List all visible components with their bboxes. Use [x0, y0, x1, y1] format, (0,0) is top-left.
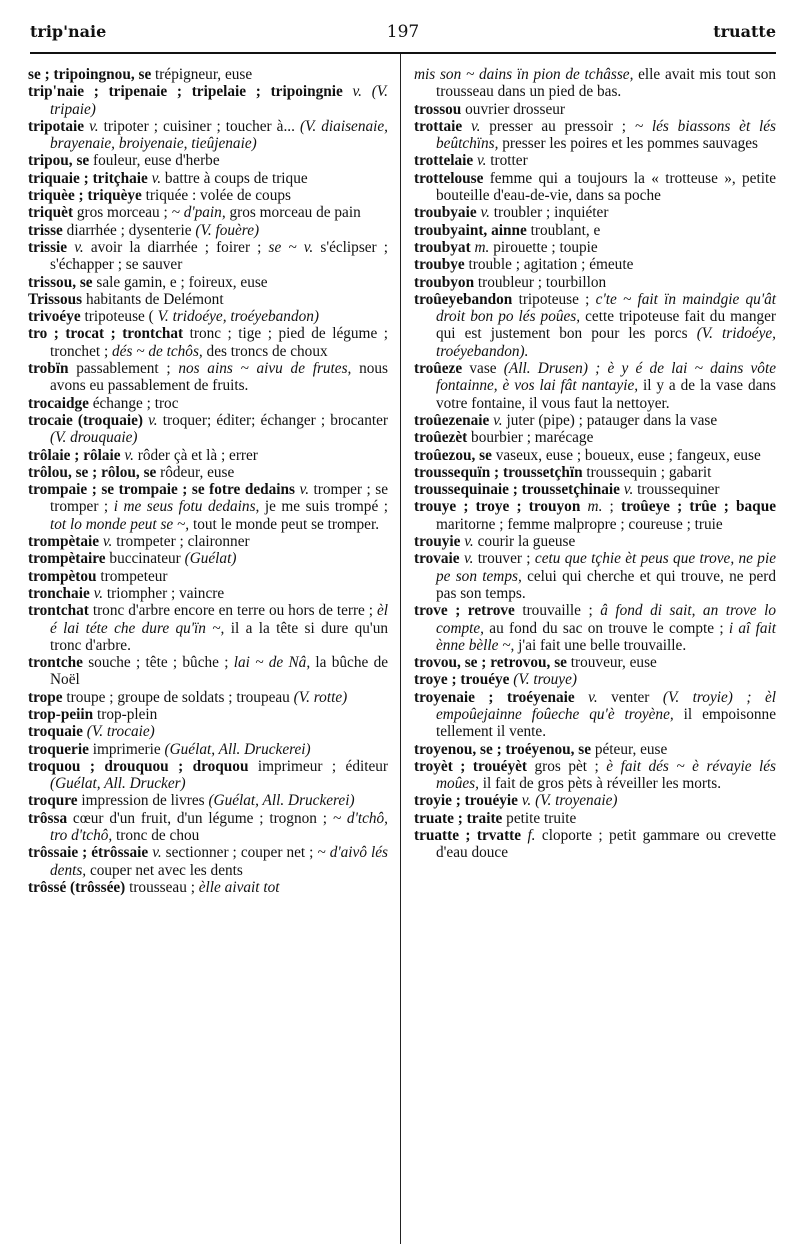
- definition-text: triquée : volée de coups: [141, 187, 291, 205]
- dictionary-entry: [28, 239, 388, 274]
- italic-text: v.: [299, 481, 310, 499]
- definition-text: [343, 83, 353, 100]
- headword: trouyie: [414, 533, 461, 551]
- dictionary-entry: [414, 689, 776, 741]
- dictionary-entry: [28, 447, 388, 464]
- dictionary-entry: [414, 256, 776, 273]
- definition-text: vase: [462, 360, 504, 378]
- italic-text: (Guélat, All. Drucker): [50, 775, 186, 793]
- dictionary-entry: [414, 671, 776, 688]
- dictionary-entry: [414, 412, 776, 429]
- headword: troquou ; drouquou ; droquou: [28, 757, 249, 775]
- italic-text: èl é lai téte che dure qu'ïn ~,: [50, 602, 388, 637]
- definition-text: troubler ; inquiéter: [489, 204, 609, 222]
- definition-text: courir la gueuse: [473, 533, 576, 551]
- dictionary-entry: [28, 395, 388, 412]
- dictionary-entry: [414, 758, 776, 793]
- definition-text: troussequin ; gabarit: [582, 463, 712, 481]
- definition-text: tronc ; tige ; pied de légume ; tronchet ;: [50, 325, 388, 360]
- dictionary-entry: [28, 170, 388, 187]
- page-number: 197: [386, 22, 420, 42]
- right-column: [414, 66, 776, 862]
- dictionary-entry: [414, 792, 776, 809]
- headword: Trissous: [28, 290, 83, 308]
- headword: trocaidge: [28, 394, 89, 412]
- definition-text: celui qui cherche et qui trouve, ne perd pas son temps.: [436, 567, 776, 602]
- definition-text: des troncs de choux: [202, 342, 328, 360]
- definition-text: tronc d'arbre encore en terre ou hors de terre ;: [88, 602, 377, 620]
- italic-text: v.: [463, 550, 474, 568]
- italic-text: lai ~ de Nâ,: [233, 654, 311, 672]
- left-column: [28, 66, 388, 896]
- dictionary-entry: [28, 844, 388, 879]
- headword: trompaie ; se trompaie ; se fotre dedains: [28, 481, 296, 499]
- definition-text: pirouette ; toupie: [489, 238, 598, 256]
- dictionary-entry: [28, 810, 388, 845]
- definition-text: bourbier ; marécage: [467, 429, 594, 447]
- italic-text: nos ains ~ aivu de frutes,: [178, 360, 352, 378]
- definition-text: tripoter ; cuisiner ; toucher à...: [98, 117, 300, 135]
- italic-text: v.: [74, 238, 84, 256]
- italic-text: (V. fouère): [195, 221, 260, 239]
- dictionary-entry: [414, 533, 776, 550]
- dictionary-entry: [28, 481, 388, 533]
- italic-text: ~ d'pain,: [171, 204, 226, 222]
- definition-text: il y a de la vase dans votre fontaine, il vous faut la nettoyer.: [436, 377, 777, 412]
- definition-text: troussequiner: [633, 481, 720, 499]
- dictionary-entry: [28, 83, 388, 118]
- headword: trompètou: [28, 567, 97, 585]
- headword: trip'naie ; tripenaie ; tripelaie ; tripoingnie: [28, 83, 343, 101]
- definition-text: impression de livres: [77, 792, 209, 810]
- definition-text: échange ; troc: [88, 394, 179, 412]
- definition-text: trop-plein: [93, 705, 158, 723]
- dictionary-entry: [414, 481, 776, 498]
- italic-text: f.: [527, 827, 536, 845]
- definition-text: tout le monde peut se tromper.: [189, 515, 380, 533]
- dictionary-entry: [28, 654, 388, 689]
- headword: truatte ; trvatte: [414, 827, 522, 845]
- italic-text: v.: [477, 152, 487, 170]
- definition-text: ouvrier drosseur: [461, 100, 565, 118]
- definition-text: trouble ; agitation ; émeute: [464, 256, 634, 274]
- italic-text: mis son ~ dains ïn pion de tchâsse,: [414, 66, 634, 83]
- italic-text: se ~ v.: [268, 238, 314, 256]
- headword: trontchat: [28, 602, 89, 620]
- definition-text: [580, 498, 587, 515]
- dictionary-entry: [414, 66, 776, 101]
- definition-text: passablement ;: [68, 360, 179, 378]
- italic-text: i aî fait ènne bèlle ~,: [436, 619, 776, 654]
- headword: troqure: [28, 792, 78, 810]
- italic-text: (V. trocaie): [86, 723, 155, 741]
- dictionary-entry: [28, 66, 388, 83]
- headword: trôlou, se ; rôlou, se: [28, 463, 157, 481]
- definition-text: rôdeur, euse: [156, 463, 235, 481]
- definition-text: gros morceau de pain: [225, 204, 361, 222]
- definition-text: troquer; éditer; échanger ; brocanter: [157, 411, 388, 429]
- definition-text: ;: [602, 498, 621, 516]
- headword: trocaie (troquaie): [28, 411, 144, 429]
- headword: trove ; retrove: [414, 602, 515, 620]
- headword: troyenaie ; troéyenaie: [414, 688, 575, 706]
- header-rule: [30, 52, 776, 54]
- headword: troûezèt: [414, 429, 468, 447]
- headword: troubyat: [414, 238, 471, 256]
- italic-text: ~ d'tchô, tro d'tchô,: [50, 809, 388, 845]
- dictionary-entry: [414, 274, 776, 291]
- definition-text: trépigneur, euse: [151, 66, 253, 83]
- headword: se ; tripoingnou, se: [28, 66, 152, 83]
- dictionary-entry: [414, 810, 776, 827]
- definition-text: il fait de gros pèts à réveiller les morts.: [478, 775, 722, 793]
- definition-text: gros morceau ;: [73, 204, 172, 222]
- italic-text: (Guélat, All. Druckerei): [208, 792, 355, 810]
- italic-text: c'te ~ fait ïn maindgie qu'ât droit bon po lés poûes,: [436, 290, 776, 326]
- italic-text: (V. rotte): [293, 688, 348, 706]
- italic-text: v.: [124, 446, 134, 464]
- dictionary-entry: [28, 568, 388, 585]
- headword: trottaie: [414, 117, 463, 135]
- italic-text: èlle aivait tot: [198, 878, 280, 896]
- definition-text: trousseau ;: [125, 878, 199, 896]
- dictionary-entry: [414, 170, 776, 205]
- headword: troubye: [414, 256, 465, 274]
- definition-text: au fond du sac on trouve le compte ;: [484, 619, 729, 637]
- definition-text: diarrhée ; dysenterie: [62, 221, 196, 239]
- dictionary-entry: [28, 412, 388, 447]
- italic-text: i me seus fotu dedains,: [113, 498, 260, 516]
- italic-text: V. tridoéye, troéyebandon): [157, 308, 319, 326]
- italic-text: v.: [588, 688, 598, 706]
- definition-text: [462, 118, 471, 135]
- dictionary-entry: [414, 429, 776, 446]
- dictionary-entry: [414, 152, 776, 169]
- headword: troubyaint, ainne: [414, 221, 527, 239]
- dictionary-entry: [28, 360, 388, 395]
- headword: truate ; traite: [414, 809, 503, 827]
- italic-text: v.: [151, 169, 162, 187]
- italic-text: tot lo monde peut se ~,: [50, 515, 190, 533]
- definition-text: vaseux, euse ; boueux, euse ; fangeux, euse: [491, 446, 761, 464]
- definition-text: troublant, e: [526, 221, 601, 239]
- dictionary-entry: [28, 291, 388, 308]
- definition-text: gros pèt ;: [526, 757, 607, 775]
- definition-text: trotter: [486, 152, 528, 170]
- italic-text: cetu que tçhie èt peus que trove, ne pie pe son temps,: [436, 550, 776, 585]
- italic-text: v.: [89, 117, 99, 135]
- headword: troquaie: [28, 723, 83, 741]
- italic-text: v.: [152, 844, 162, 862]
- dictionary-entry: [28, 152, 388, 169]
- italic-text: (Guélat, All. Druckerei): [164, 740, 311, 758]
- italic-text: v.: [102, 533, 113, 551]
- definition-text: trouver ;: [473, 550, 535, 568]
- dictionary-entry: [414, 447, 776, 464]
- dictionary-entry: [28, 602, 388, 654]
- headword: troûezou, se: [414, 446, 492, 464]
- headword: troubyaie: [414, 204, 477, 222]
- headword: troûezenaie: [414, 411, 490, 429]
- italic-text: dés ~ de tchôs,: [112, 342, 203, 360]
- dictionary-entry: [28, 723, 388, 740]
- header-last-entry: truatte: [713, 22, 776, 41]
- header-first-entry: trip'naie: [30, 22, 107, 41]
- headword: trissie: [28, 238, 68, 256]
- headword: trisse: [28, 221, 63, 239]
- headword: trovou, se ; retrovou, se: [414, 654, 567, 672]
- dictionary-entry: [28, 758, 388, 793]
- definition-text: je me suis trompé ;: [259, 498, 388, 516]
- definition-text: trouvaille ;: [514, 602, 601, 620]
- italic-text: v.: [480, 204, 490, 222]
- definition-text: juter (pipe) ; patauger dans la vase: [502, 411, 718, 429]
- page-header: [30, 22, 776, 50]
- italic-text: (V. trouye): [513, 671, 577, 689]
- definition-text: nous avons eu passablement de fruits.: [50, 360, 388, 395]
- headword: troyenou, se ; troéyenou, se: [414, 740, 592, 758]
- definition-text: imprimerie: [88, 740, 165, 758]
- headword: tronchaie: [28, 584, 90, 602]
- headword: trovaie: [414, 550, 460, 568]
- italic-text: v.: [470, 117, 481, 135]
- italic-text: ~ d'aivô lés dents,: [50, 844, 388, 879]
- dictionary-entry: [28, 222, 388, 239]
- dictionary-entry: [414, 741, 776, 758]
- definition-text: habitants de Delémont: [82, 290, 224, 308]
- dictionary-entry: [28, 741, 388, 758]
- dictionary-entry: [28, 464, 388, 481]
- dictionary-entry: [28, 879, 388, 896]
- italic-text: m.: [474, 238, 490, 256]
- headword: troûeze: [414, 360, 463, 378]
- definition-text: il empoisonne tellement il vente.: [436, 705, 776, 741]
- italic-text: m.: [587, 498, 603, 516]
- definition-text: sale gamin, e ; foireux, euse: [92, 273, 268, 291]
- definition-text: tronc de chou: [112, 827, 200, 845]
- italic-text: â fond di sait, an trove lo compte,: [436, 602, 777, 637]
- dictionary-entry: [414, 239, 776, 256]
- definition-text: tromper ; se tromper ;: [50, 481, 389, 516]
- definition-text: avoir la diarrhée ; foirer ;: [83, 238, 269, 256]
- definition-text: trouveur, euse: [566, 654, 657, 672]
- italic-text: v.: [148, 411, 158, 429]
- headword: trivoéye: [28, 308, 81, 326]
- dictionary-entry: [414, 222, 776, 239]
- headword: trôssa: [28, 809, 68, 827]
- definition-text: [575, 689, 589, 706]
- headword: trobïn: [28, 360, 69, 378]
- definition-text: troupe ; groupe de soldats ; troupeau: [62, 688, 294, 706]
- italic-text: v. (V. troyenaie): [521, 792, 618, 810]
- headword: troyèt ; trouéyèt: [414, 757, 527, 775]
- dictionary-entry: [28, 204, 388, 221]
- italic-text: (All. Drusen) ; è y é de lai ~ dains vôte fontainne, è vos lai fât nantayie,: [436, 360, 776, 395]
- dictionary-entry: [28, 689, 388, 706]
- dictionary-entry: [414, 498, 776, 533]
- headword: trompètaie: [28, 533, 100, 551]
- italic-text: (Guélat): [184, 550, 237, 568]
- dictionary-entry: [28, 118, 388, 153]
- definition-text: cœur d'un fruit, d'un légume ; trognon ;: [67, 809, 333, 827]
- definition-text: cette tripoteuse fait du manger qui est justement bon pour les porcs: [436, 308, 776, 343]
- definition-text: presser les poires et les pommes sauvages: [498, 135, 759, 153]
- headword: triquaie ; tritçhaie: [28, 169, 148, 187]
- definition-text: souche ; tête ; bûche ;: [82, 654, 234, 672]
- italic-text: v.: [623, 481, 634, 499]
- headword: trôssaie ; étrôssaie: [28, 844, 149, 862]
- dictionary-entry: [414, 464, 776, 481]
- italic-text: v.: [464, 533, 474, 551]
- dictionary-entry: [28, 325, 388, 360]
- headword: trissou, se: [28, 273, 93, 291]
- headword: troye ; trouéye: [414, 671, 510, 689]
- dictionary-entry: [28, 533, 388, 550]
- definition-text: battre à coups de trique: [161, 169, 308, 187]
- definition-text: trompeteur: [96, 567, 168, 585]
- headword: triquèt: [28, 204, 74, 222]
- definition-text: la bûche de Noël: [50, 654, 389, 689]
- definition-text: j'ai fait une belle trouvaille.: [514, 636, 687, 654]
- dictionary-entry: [28, 550, 388, 567]
- headword: trouye ; troye ; trouyon: [414, 498, 581, 516]
- dictionary-entry: [414, 291, 776, 360]
- dictionary-entry: [28, 706, 388, 723]
- headword: troubyon: [414, 273, 475, 291]
- dictionary-entry: [414, 118, 776, 153]
- dictionary-entry: [414, 602, 776, 654]
- headword: trôlaie ; rôlaie: [28, 446, 121, 464]
- definition-text: troubleur ; tourbillon: [474, 273, 607, 291]
- definition-text: trompeter ; claironner: [112, 533, 250, 551]
- headword: trottelouse: [414, 169, 484, 187]
- definition-text: maritorne ; femme malpropre ; coureuse ; truie: [436, 515, 723, 533]
- definition-text: rôder çà et là ; errer: [133, 446, 258, 464]
- headword: tro ; trocat ; trontchat: [28, 325, 184, 343]
- dictionary-entry: [28, 308, 388, 325]
- headword: trop-peiin: [28, 705, 94, 723]
- definition-text: couper net avec les dents: [86, 861, 243, 879]
- definition-text: triompher ; vaincre: [103, 584, 225, 602]
- headword: troyie ; trouéyie: [414, 792, 518, 810]
- headword: troussequinaie ; troussetçhinaie: [414, 481, 620, 499]
- headword: troûeyebandon: [414, 290, 513, 308]
- dictionary-entry: [414, 360, 776, 412]
- headword: trossou: [414, 100, 462, 118]
- italic-text: (V. troyie) ; èl empoûejainne foûeche qu'è troyène,: [436, 688, 776, 723]
- dictionary-entry: [414, 827, 776, 862]
- dictionary-entry: [414, 204, 776, 221]
- definition-text: presser au pressoir ;: [480, 117, 635, 135]
- dictionary-entry: [414, 550, 776, 602]
- definition-text: petite truite: [502, 809, 577, 827]
- definition-text: femme qui a toujours la « trotteuse », petite bouteille d'eau-de-vie, dans sa poche: [436, 169, 776, 205]
- italic-text: v.: [493, 411, 503, 429]
- italic-text: è fait dés ~ è révayie lés moûes,: [436, 757, 776, 793]
- definition-text: tripoteuse (: [80, 308, 158, 326]
- italic-text: v.: [93, 584, 104, 602]
- definition-text: fouleur, euse d'herbe: [89, 152, 220, 170]
- definition-text: cloporte ; petit gammare ou crevette d'eau douce: [436, 827, 776, 862]
- italic-text: ~ lés biassons èt lés beûtchïns,: [436, 117, 776, 153]
- dictionary-entry: [414, 101, 776, 118]
- definition-text: tripoteuse ;: [512, 290, 596, 308]
- italic-text: (V. drouquaie): [50, 429, 138, 447]
- definition-text: s'éclipser ; s'échapper ; se sauver: [50, 238, 389, 274]
- headword: trottelaie: [414, 152, 474, 170]
- dictionary-entry: [28, 187, 388, 204]
- definition-text: venter: [597, 688, 663, 706]
- definition-text: buccinateur: [105, 550, 185, 568]
- headword: trompètaire: [28, 550, 106, 568]
- headword: trontche: [28, 654, 83, 672]
- definition-text: imprimeur ; éditeur: [248, 757, 389, 775]
- headword: triquèe ; triquèye: [28, 187, 142, 205]
- headword: trôssé (trôssée): [28, 878, 126, 896]
- dictionary-entry: [28, 274, 388, 291]
- headword: trope: [28, 688, 63, 706]
- headword: troquerie: [28, 740, 89, 758]
- dictionary-entry: [28, 585, 388, 602]
- headword: troussequïn ; troussetçhïn: [414, 463, 583, 481]
- definition-text: sectionner ; couper net ;: [161, 844, 318, 862]
- italic-text: v. (V. tripaie): [50, 83, 388, 118]
- headword: tripotaie: [28, 117, 85, 135]
- dictionary-entry: [28, 792, 388, 809]
- definition-text: il a la tête si dure qu'un tronc d'arbre.: [50, 619, 388, 654]
- definition-text: elle avait mis tout son trousseau dans un pied de bas.: [436, 66, 776, 101]
- headword: tripou, se: [28, 152, 90, 170]
- italic-text: (V. tridoéye, troéyebandon).: [436, 325, 776, 360]
- italic-text: (V. diaisenaie, brayenaie, broiyenaie, tieûjenaie): [50, 117, 388, 153]
- dictionary-entry: [414, 654, 776, 671]
- headword: troûeye ; trûe ; baque: [620, 498, 776, 516]
- definition-text: péteur, euse: [591, 740, 668, 758]
- column-divider: [400, 54, 401, 1244]
